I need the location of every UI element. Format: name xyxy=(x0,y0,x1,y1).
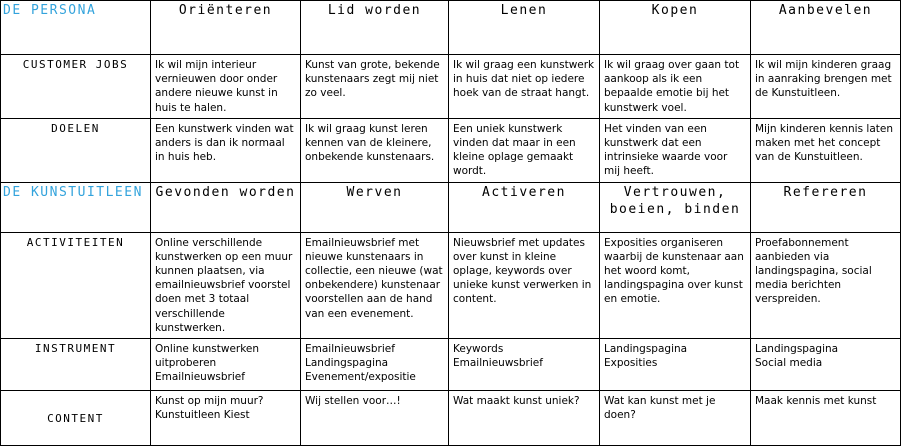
table-cell: Ik wil mijn kinderen graag in aanraking brengen met de Kunstuitleen. xyxy=(751,55,901,119)
row-label-instrument: INSTRUMENT xyxy=(1,339,151,391)
table-cell: Maak kennis met kunst xyxy=(751,391,901,446)
table-cell: Proefabonnement aanbieden via landingspagina, social media berichten verspreiden. xyxy=(751,232,901,338)
column-header-orienteren: Oriënteren xyxy=(151,1,301,55)
table-cell: Ik wil mijn interieur vernieuwen door onder andere nieuwe kunst in huis te halen. xyxy=(151,55,301,119)
column-header-werven: Werven xyxy=(301,182,449,232)
column-header-activeren: Activeren xyxy=(449,182,600,232)
table-cell: Wat kan kunst met je doen? xyxy=(600,391,751,446)
table-row xyxy=(1,391,901,446)
section-title-kunstuitleen: DE KUNSTUITLEEN xyxy=(1,182,151,232)
table-cell: Wij stellen voor…! xyxy=(301,391,449,446)
table-cell: Een kunstwerk vinden wat anders is dan ik normaal in huis heb. xyxy=(151,118,301,182)
table-cell: Landingspagina Social media xyxy=(751,339,901,391)
table-cell: Ik wil graag over gaan tot aankoop als ik een bepaalde emotie bij het kunstwerk voel. xyxy=(600,55,751,119)
table-row xyxy=(1,55,901,119)
column-header-lenen: Lenen xyxy=(449,1,600,55)
table-row xyxy=(1,232,901,338)
table-row xyxy=(1,339,901,391)
table-cell: Het vinden van een kunstwerk dat een intrinsieke waarde voor mij heeft. xyxy=(600,118,751,182)
row-label-doelen: DOELEN xyxy=(1,118,151,182)
table-cell: Emailnieuwsbrief met nieuwe kunstenaars in collectie, een nieuwe (wat onbekendere) kunstenaar voorstellen aan de hand van een evenement. xyxy=(301,232,449,338)
column-header-lid-worden: Lid worden xyxy=(301,1,449,55)
table-cell: Een uniek kunstwerk vinden dat maar in een kleine oplage gemaakt wordt. xyxy=(449,118,600,182)
persona-header-row xyxy=(1,1,901,55)
table-cell: Ik wil graag een kunstwerk in huis dat niet op iedere hoek van de straat hangt. xyxy=(449,55,600,119)
table-cell: Kunst op mijn muur? Kunstuitleen Kiest xyxy=(151,391,301,446)
table-cell: Online kunstwerken uitproberen Emailnieuwsbrief xyxy=(151,339,301,391)
kunstuitleen-header-row xyxy=(1,182,901,232)
table-cell: Exposities organiseren waarbij de kunstenaar aan het woord komt, landingspagina over kunst en emotie. xyxy=(600,232,751,338)
row-label-customer-jobs: CUSTOMER JOBS xyxy=(1,55,151,119)
column-header-refereren: Refereren xyxy=(751,182,901,232)
table-cell: Landingspagina Exposities xyxy=(600,339,751,391)
table-cell: Online verschillende kunstwerken op een muur kunnen plaatsen, via emailnieuwsbrief voorstel doen met 3 totaal verschillende kunstwerken. xyxy=(151,232,301,338)
column-header-gevonden-worden: Gevonden worden xyxy=(151,182,301,232)
row-label-content: CONTENT xyxy=(1,391,151,446)
table-cell: Kunst van grote, bekende kunstenaars zegt mij niet zo veel. xyxy=(301,55,449,119)
section-title-persona: DE PERSONA xyxy=(1,1,151,55)
table-cell: Ik wil graag kunst leren kennen van de kleinere, onbekende kunstenaars. xyxy=(301,118,449,182)
column-header-aanbevelen: Aanbevelen xyxy=(751,1,901,55)
column-header-vertrouwen: Vertrouwen, boeien, binden xyxy=(600,182,751,232)
row-label-activiteiten: ACTIVITEITEN xyxy=(1,232,151,338)
table-cell: Keywords Emailnieuwsbrief xyxy=(449,339,600,391)
table-cell: Emailnieuwsbrief Landingspagina Evenement/expositie xyxy=(301,339,449,391)
table-row xyxy=(1,118,901,182)
table-cell: Wat maakt kunst uniek? xyxy=(449,391,600,446)
table-cell: Mijn kinderen kennis laten maken met het concept van de Kunstuitleen. xyxy=(751,118,901,182)
column-header-kopen: Kopen xyxy=(600,1,751,55)
table-cell: Nieuwsbrief met updates over kunst in kleine oplage, keywords over unieke kunst verwerken in content. xyxy=(449,232,600,338)
